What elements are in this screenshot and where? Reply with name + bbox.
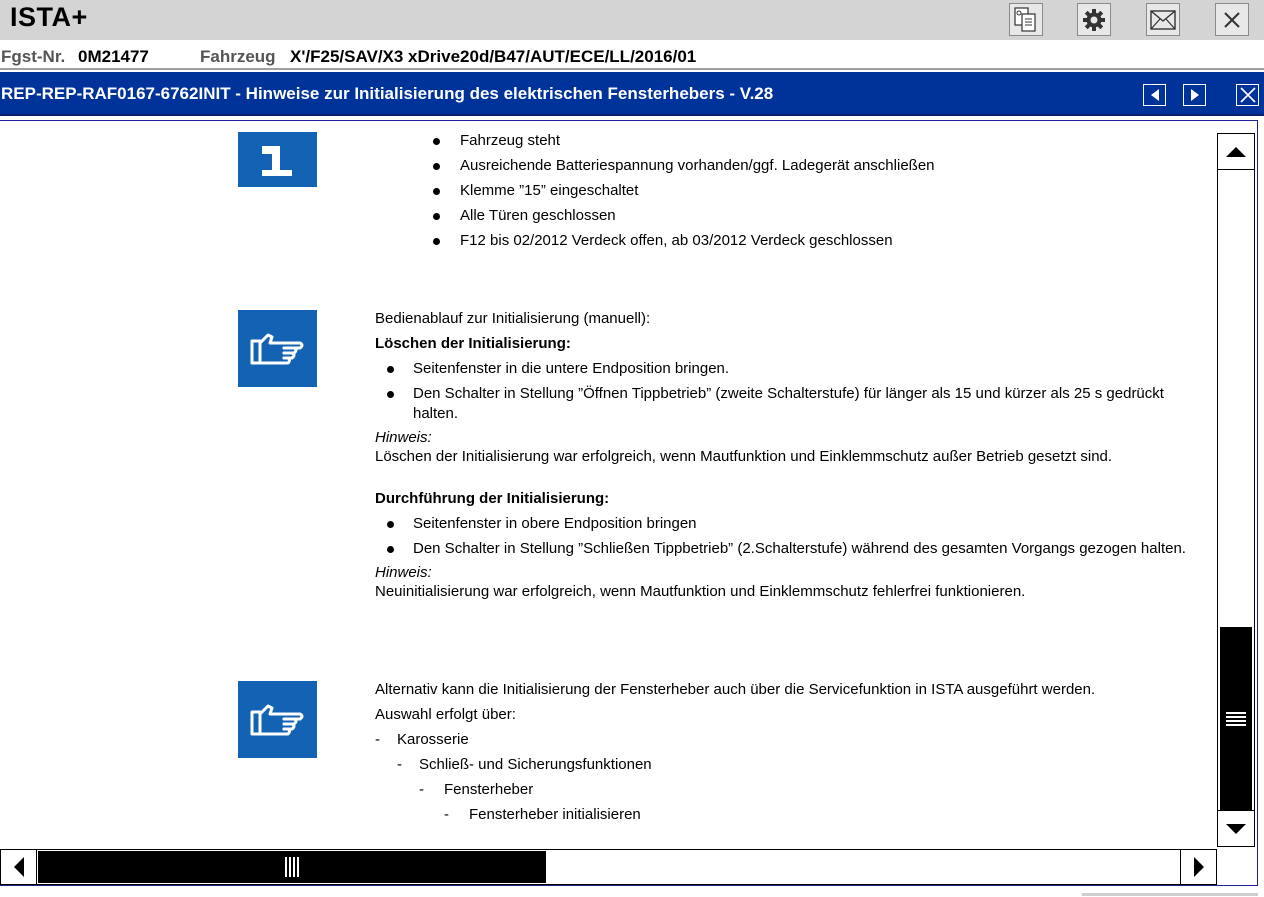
vertical-scrollbar[interactable] [1217,133,1255,847]
manual-procedure [375,309,1195,602]
settings-button[interactable] [1077,3,1111,36]
menu-path-label: Fensterheber initialisieren [469,806,641,823]
scroll-up-button[interactable] [1218,134,1254,170]
procedure-intro: Bedienablauf zur Initialisierung (manuell): [375,310,651,327]
section-heading: Durchführung der Initialisierung: [375,490,610,507]
resize-indicator [1082,893,1258,896]
note-text: Neuinitialisierung war erfolgreich, wenn Mautfunktion und Einklemmschutz fehlerfrei funktionieren. [375,583,1026,600]
selection-text: Auswahl erfolgt über: [375,706,516,723]
arrow-right-icon [1193,857,1205,877]
close-app-button[interactable] [1215,3,1249,36]
fahrzeug-value: X'/F25/SAV/X3 xDrive20d/B47/AUT/ECE/LL/2016/01 [290,47,697,66]
section-heading: Löschen der Initialisierung: [375,335,571,352]
horizontal-scrollbar[interactable] [0,849,1217,885]
close-document-button[interactable] [1236,84,1259,106]
list-item: Fahrzeug steht [375,131,1195,151]
app-title: ISTA+ [10,2,88,32]
scroll-right-button[interactable] [1180,850,1216,884]
menu-path [375,730,1195,825]
scroll-down-button[interactable] [1218,810,1254,846]
previous-document-button[interactable] [1143,84,1166,106]
menu-path-item [375,755,1195,775]
close-icon [1240,87,1256,103]
prerequisites-list [375,131,1195,256]
step-number-icon [238,132,317,187]
grip-icon [284,857,300,877]
pointing-hand-icon [238,310,317,387]
arrow-right-icon [1190,89,1200,101]
list-item: Seitenfenster in die untere Endposition bringen. [375,359,1195,379]
close-icon [1223,11,1241,29]
note-text: Löschen der Initialisierung war erfolgreich, wenn Mautfunktion und Einklemmschutz außer Betrieb gesetzt sind. [375,448,1113,465]
document-header [0,72,1264,116]
mail-button[interactable] [1146,3,1180,36]
arrow-up-icon [1226,146,1246,158]
list-item: Den Schalter in Stellung ”Schließen Tippbetrieb” (2.Schalterstufe) während des gesamten Vorgangs gezogen halten. [375,539,1195,559]
service-function-info [375,680,1195,830]
next-document-button[interactable] [1183,84,1206,106]
envelope-icon [1150,10,1176,30]
list-item: F12 bis 02/2012 Verdeck offen, ab 03/2012 Verdeck geschlossen [375,231,1195,251]
list-item: Den Schalter in Stellung ”Öffnen Tippbetrieb” (zweite Schalterstufe) für länger als 15 und kürzer als 25 s gedrückt halten. [375,384,1195,424]
vehicle-info-bar [0,40,1264,70]
horizontal-scroll-thumb[interactable] [38,851,546,883]
document-title: REP-REP-RAF0167-6762INIT - Hinweise zur Initialisierung des elektrischen Fensterhebers - V.28 [1,84,774,103]
vertical-scroll-thumb[interactable] [1220,627,1252,810]
alternative-text: Alternativ kann die Initialisierung der Fensterheber auch über die Servicefunktion in ISTA ausgeführt werden. [375,681,1096,698]
scroll-left-button[interactable] [1,850,37,884]
menu-path-label: Schließ- und Sicherungsfunktionen [419,756,652,773]
pointing-hand-icon [238,681,317,758]
arrow-left-icon [1150,89,1160,101]
document-body [0,121,1216,847]
title-bar [0,0,1264,40]
note-label: Hinweis: [375,429,432,446]
note-label: Hinweis: [375,564,432,581]
menu-path-item [375,805,1195,825]
gear-icon [1082,8,1106,32]
menu-path-item [375,730,1195,750]
list-item: Alle Türen geschlossen [375,206,1195,226]
document-viewer [0,120,1258,886]
fahrzeug-label: Fahrzeug [200,47,276,66]
list-item: Seitenfenster in obere Endposition bringen [375,514,1195,534]
arrow-left-icon [13,857,25,877]
menu-path-label: Karosserie [397,731,469,748]
dash: - [444,806,449,823]
list-item: Klemme ”15” eingeschaltet [375,181,1195,201]
dash: - [375,731,380,748]
menu-path-label: Fensterheber [444,781,534,798]
fgst-label: Fgst-Nr. [1,47,66,66]
list-item: Ausreichende Batteriespannung vorhanden/ggf. Ladegerät anschließen [375,156,1195,176]
grip-icon [1226,711,1246,727]
documents-icon [1014,7,1038,33]
menu-path-item [375,780,1195,800]
arrow-down-icon [1226,823,1246,835]
dash: - [397,756,402,773]
documents-button[interactable] [1009,3,1043,36]
fgst-value: 0M21477 [78,47,149,66]
dash: - [419,781,424,798]
